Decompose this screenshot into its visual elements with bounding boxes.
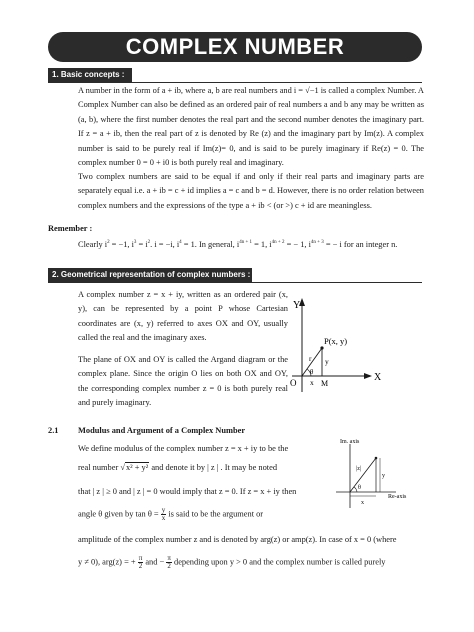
origin-label: O [290,378,297,388]
point-p-label: P(x, y) [324,336,348,346]
argument-line-5: amplitude of the complex number z and is denoted by arg(z) or amp(z). In case of x = 0 (where [78,535,397,544]
subsection-title: Modulus and Argument of a Complex Number [78,426,246,435]
point-z [375,457,378,460]
theta-arc [354,487,357,492]
point-p [320,346,323,349]
page-title: COMPLEX NUMBER [48,32,422,62]
modulus-line-1: We define modulus of the complex number z = x + iy to be the [78,444,289,453]
section-heading-geometrical: 2. Geometrical representation of complex numbers : [48,268,252,282]
argument-line-4: angle θ given by tan θ = $\frac{y}{x}$ is said to be the argument or [78,506,264,522]
foot-label: M [321,379,329,388]
remember-powers-of-i: Clearly $i^2 = -1$, $i^3 = i^2$. i = −i, $i^4 = 1$. In general, $i^{4n + 1} = 1$, $i^{4n + 2}$ = − 1, $i^{4n + 3}$ = − i for an integer n. [78,240,398,249]
theta-label: θ [358,485,361,491]
y-axis-label: Y [293,300,301,311]
x-segment-label: x [310,378,314,387]
paragraph-definition: A number in the form of a + ib, where a, b are real numbers and i = √−1 is called a complex Number. A Complex Number can also be defined as an ordered pair of real numbers a and b any may be written as (a, b), where the first number denotes the real part and the second number denotes the imaginary part. If z = a + ib, then the real part of z is denoted by Re (z) and the imaginary part by Im(z). A complex number is said to be purely real if Im(z)= 0, and is said to be purely imaginary if Re(z) = 0. The complex number 0 = 0 + i0 is both purely real and imaginary. [78,86,424,168]
r-label: r [309,354,312,363]
section-heading-basic-concepts: 1. Basic concepts : [48,68,132,82]
x-axis-label: X [374,372,382,383]
modulus-line [350,458,376,492]
x-axis-arrow-icon [364,373,372,379]
argument-line-6: y ≠ 0), arg(z) = + $\frac{\pi}{2}$ and − $\frac{\pi}{2}$ depending upon y > 0 and the complex number is called purely [78,554,386,570]
paragraph-ordered-pair: A complex number z = x + iy, written as an ordered pair (x, y), can be represented by a point P whose Cartesian coordinates are (x, y) referred to axes OX and OY, usually called the real and the imaginary axes. [78,290,288,343]
modulus-label: |z| [356,466,362,472]
remember-label: Remember : [48,224,93,233]
paragraph-equality: Two complex numbers are said to be equal if and only if their real parts and imaginary parts are separately equal i.e. a + ib = c + id implies a = c and b = d. However, there is no order relation between complex numbers and the expressions of the type a + ib < (or >) c + id are meaningless. [78,172,424,210]
paragraph-argand: The plane of OX and OY is called the Argand diagram or the complex plane. Since the origin O lies on both OX and OY, the corresponding complex number z = 0 is both purely real and purely imaginary. [78,355,288,408]
y-component-label: y [382,473,385,479]
modulus-line-3: that | z | ≥ 0 and | z | = 0 would imply that z = 0. If z = x + iy then [78,487,297,496]
theta-label: θ [310,368,314,376]
y-segment-label: y [325,357,329,366]
modulus-line-2: real number √x² + y² and denote it by | z | . It may be noted [78,463,278,472]
x-component-label: x [361,500,364,506]
re-axis-label: Re-axis [388,494,407,500]
im-axis-label: Im. axis [340,439,360,445]
section-divider [48,82,422,83]
argand-diagram [280,290,430,400]
modulus-diagram [330,434,430,514]
subsection-number: 2.1 [48,426,59,435]
section-divider [48,282,422,283]
